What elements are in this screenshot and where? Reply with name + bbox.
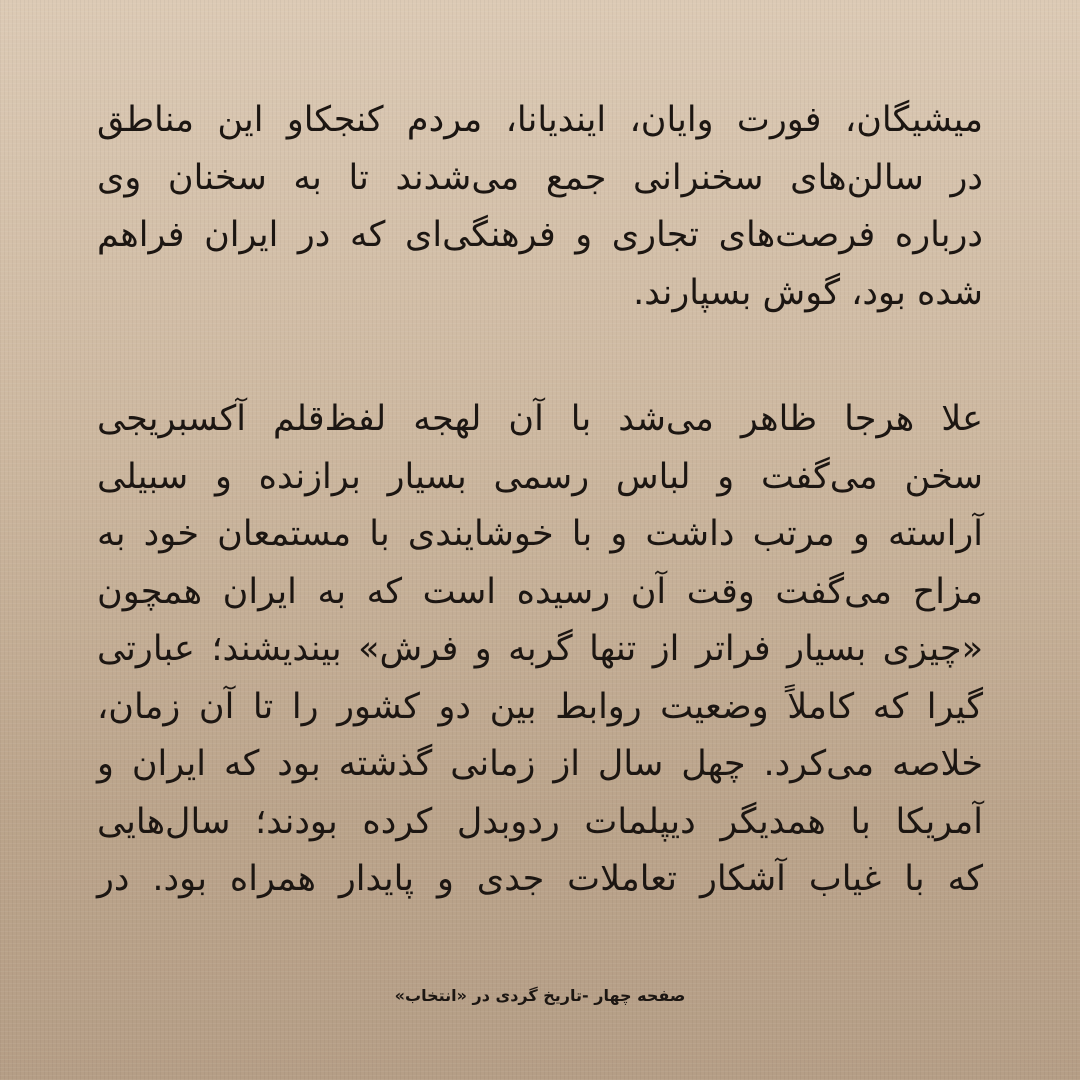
- text-line: علا هرجا ظاهر می‌شد با آن لهجه لفظ‌قلم آکسبریجی: [97, 399, 983, 439]
- text-line: خلاصه می‌کرد. چهل سال از زمانی گذشته بود که ایران و: [97, 744, 983, 784]
- text-line: «چیزی بسیار فراتر از تنها گربه و فرش» بیندیشند؛ عبارتی: [97, 629, 983, 669]
- text-line: مزاح می‌گفت وقت آن رسیده است که به ایران همچون: [97, 571, 983, 612]
- text-line: درباره فرصت‌های تجاری و فرهنگی‌ای که در ایران فراهم: [97, 215, 983, 255]
- text-line: سخن می‌گفت و لباس رسمی بسیار برازنده و سبیلی: [97, 456, 983, 497]
- text-line: میشیگان، فورت وایان، ایندیانا، مردم کنجکاو این مناطق: [97, 100, 983, 140]
- page-footer-caption: صفحه چهار -تاریخ گردی در «انتخاب»: [394, 986, 686, 1005]
- text-line: که با غیاب آشکار تعاملات جدی و پایدار همراه بود. در: [97, 859, 983, 899]
- paragraph-1: [97, 92, 983, 322]
- text-line: در سالن‌های سخنرانی جمع می‌شدند تا به سخنان وی: [97, 157, 983, 198]
- text-line: شده بود، گوش بسپارند.: [633, 272, 983, 313]
- text-line: آراسته و مرتب داشت و با خوشایندی با مستمعان خود به: [97, 514, 983, 554]
- text-line: گیرا که کاملاً وضعیت روابط بین دو کشور را تا آن زمان،: [97, 686, 983, 727]
- text-line: آمریکا با همدیگر دیپلمات ردوبدل کرده بودند؛ سال‌هایی: [97, 801, 983, 842]
- paragraph-2: [97, 391, 983, 909]
